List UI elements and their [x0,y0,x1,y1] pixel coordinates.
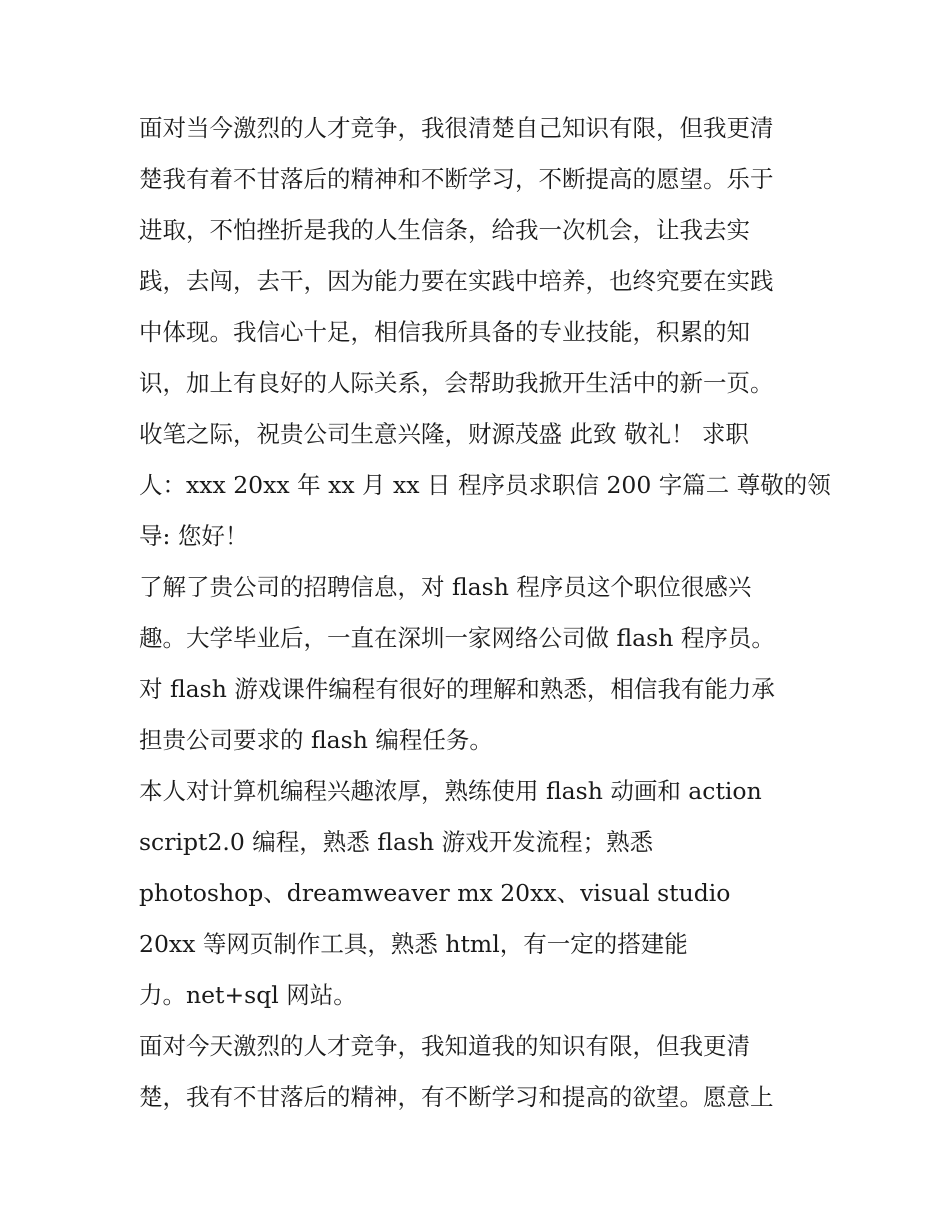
text-line: 楚我有着不甘落后的精神和不断学习，不断提高的愿望。乐于 [139,165,774,193]
text-line: 识，加上有良好的人际关系，会帮助我掀开生活中的新一页。 [139,369,774,397]
text-line: 楚，我有不甘落后的精神，有不断学习和提高的欲望。愿意上 [139,1083,774,1111]
text-line: photoshop、dreamweaver mx 20xx、visual studio [139,879,731,907]
text-line: 担贵公司要求的 flash 编程任务。 [139,726,493,754]
text-line: 趣。大学毕业后，一直在深圳一家网络公司做 flash 程序员。 [139,624,775,652]
text-line: 面对当今激烈的人才竞争，我很清楚自己知识有限，但我更清 [139,114,774,142]
text-line: 导: 您好！ [139,522,249,550]
text-line: 人：xxx 20xx 年 xx 月 xx 日 程序员求职信 200 字篇二 尊敬的领 [139,471,831,499]
document-body [139,103,831,1123]
text-line: 中体现。我信心十足，相信我所具备的专业技能，积累的知 [139,318,750,346]
text-line: 20xx 等网页制作工具，熟悉 html，有一定的搭建能 [139,930,688,958]
text-line: 收笔之际，祝贵公司生意兴隆，财源茂盛 此致 敬礼！ 求职 [139,420,749,448]
text-line: 对 flash 游戏课件编程有很好的理解和熟悉，相信我有能力承 [139,675,775,703]
text-line: 本人对计算机编程兴趣浓厚，熟练使用 flash 动画和 action [139,777,762,805]
text-line: 进取，不怕挫折是我的人生信条，给我一次机会，让我去实 [139,216,750,244]
text-line: 了解了贵公司的招聘信息，对 flash 程序员这个职位很感兴 [139,573,752,601]
text-line: 践，去闯，去干，因为能力要在实践中培养，也终究要在实践 [139,267,774,295]
text-line: 力。net+sql 网站。 [139,981,357,1009]
text-line: 面对今天激烈的人才竞争，我知道我的知识有限，但我更清 [139,1032,750,1060]
text-line: script2.0 编程，熟悉 flash 游戏开发流程；熟悉 [139,828,654,856]
